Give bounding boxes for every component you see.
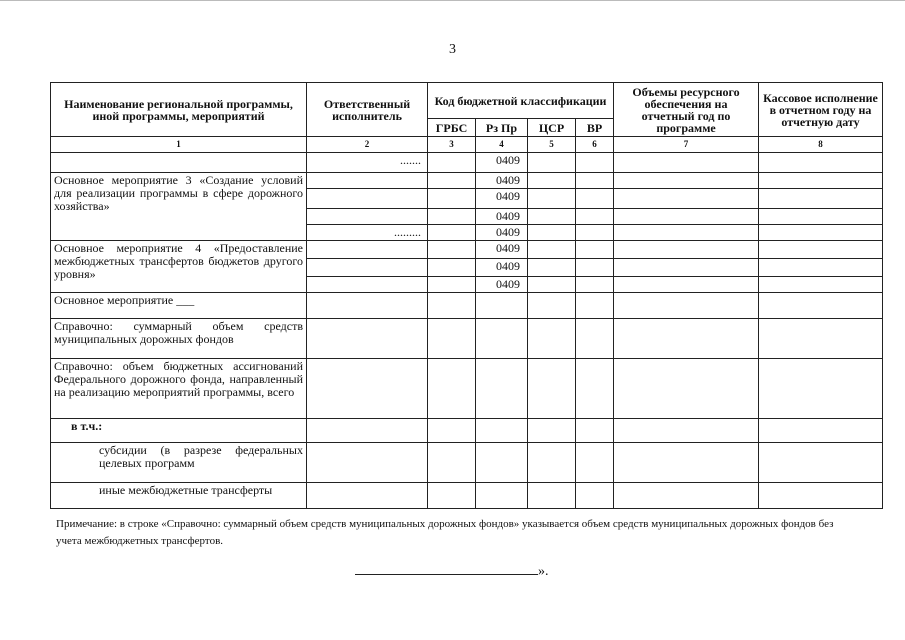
placeholder-dots: ......... (307, 225, 428, 241)
table-row (51, 483, 883, 509)
code-cell: 0409 (476, 277, 528, 293)
including-label: в т.ч.: (51, 419, 307, 443)
table-row (51, 359, 883, 419)
footnote: Примечание: в строке «Справочно: суммарный объем средств муниципальных дорожных фондов» указывается объем средств муниципальных дорожных фондов без учета межбюджетных трансфертов. (56, 518, 834, 547)
col-num-7: 7 (614, 137, 759, 153)
blank-line (355, 562, 538, 575)
col-num-2: 2 (307, 137, 428, 153)
activity-3-label: Основное мероприятие 3 «Создание условий для реализации программы в сфере дорожного хозяйства» (51, 173, 307, 241)
table-row (51, 319, 883, 359)
col-num-5: 5 (528, 137, 576, 153)
closing-quote: ». (538, 564, 549, 579)
col-num-1: 1 (51, 137, 307, 153)
subsidies-label: субсидии (в разрезе федеральных целевых программ (51, 443, 307, 483)
column-number-row (51, 137, 883, 153)
code-cell: 0409 (476, 153, 528, 173)
code-cell: 0409 (476, 259, 528, 277)
header-budget-code: Код бюджетной классификации (428, 83, 614, 119)
other-transfers-label: иные межбюджетные трансферты (51, 483, 307, 509)
header-row (51, 83, 883, 119)
table-row (51, 293, 883, 319)
col-num-4: 4 (476, 137, 528, 153)
col-num-3: 3 (428, 137, 476, 153)
code-cell: 0409 (476, 189, 528, 209)
table-row (51, 443, 883, 483)
col-num-8: 8 (759, 137, 883, 153)
code-cell: 0409 (476, 173, 528, 189)
activity-blank-label: Основное мероприятие ___ (51, 293, 307, 319)
header-csr: ЦСР (528, 119, 576, 137)
budget-table (50, 82, 883, 509)
code-cell: 0409 (476, 209, 528, 225)
header-name: Наименование региональной программы, иной программы, мероприятий (51, 83, 307, 137)
code-cell: 0409 (476, 241, 528, 259)
table-row (51, 241, 883, 259)
header-rzpr: Рз Пр (476, 119, 528, 137)
table-row (51, 173, 883, 189)
code-cell: 0409 (476, 225, 528, 241)
header-vr: ВР (576, 119, 614, 137)
table-row (51, 419, 883, 443)
header-resource: Объемы ресурсного обеспечения на отчетный год по программе (614, 83, 759, 137)
table-row (51, 153, 883, 173)
header-executor: Ответственный исполнитель (307, 83, 428, 137)
reference-federal-label: Справочно: объем бюджетных ассигнований Федерального дорожного фонда, направленный на реализацию мероприятий программы, всего (51, 359, 307, 419)
activity-4-label: Основное мероприятие 4 «Предоставление межбюджетных трансфертов бюджетов другого уровня» (51, 241, 307, 293)
col-num-6: 6 (576, 137, 614, 153)
top-edge-line (0, 0, 905, 3)
header-cash: Кассовое исполнение в отчетном году на отчетную дату (759, 83, 883, 137)
header-grbs: ГРБС (428, 119, 476, 137)
placeholder-dots: ....... (307, 153, 428, 173)
page-number: 3 (449, 42, 456, 57)
reference-funds-label: Справочно: суммарный объем средств муниципальных дорожных фондов (51, 319, 307, 359)
signature-line (355, 562, 549, 580)
